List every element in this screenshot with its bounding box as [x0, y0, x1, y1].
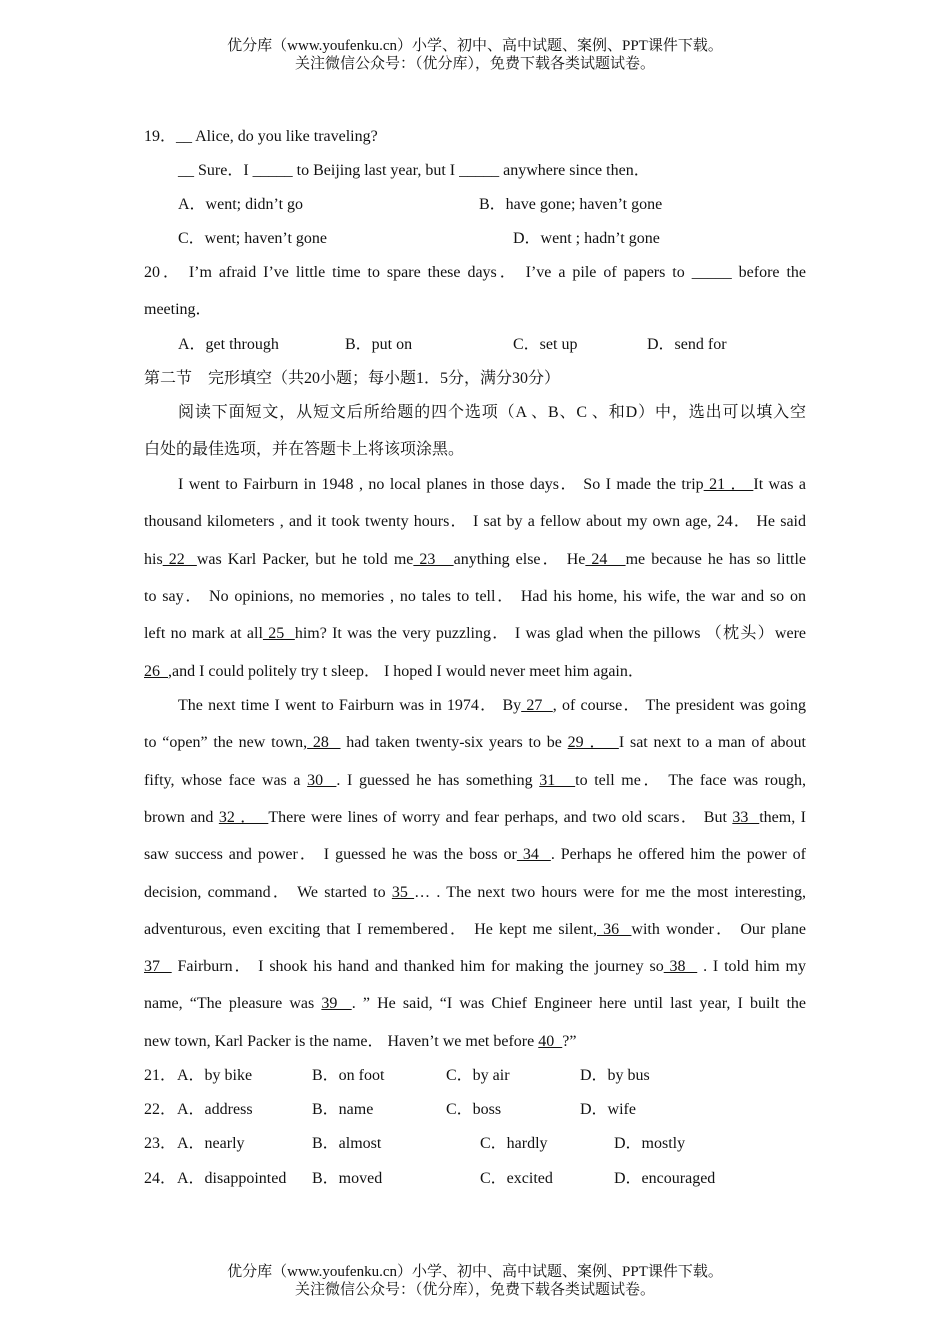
passage-text: . Perhaps he offered him the power of — [550, 846, 806, 864]
choice-number: 22． — [144, 1101, 177, 1119]
passage-text: Fairburn． I shook his hand and thanked him for making the journey so — [171, 958, 664, 976]
q20-option-a: A．get through — [178, 336, 279, 353]
blank: 29 ． — [567, 734, 619, 752]
choice-option-a: A．address — [177, 1101, 253, 1119]
q19-option-b: B．have gone; haven’t gone — [479, 196, 663, 213]
blank: 33 — [732, 808, 760, 826]
passage-text: his — [144, 550, 163, 568]
blank: 22 — [162, 550, 197, 568]
header-line-2: 关注微信公众号：（优分库），免费下载各类试题试卷。 — [294, 56, 655, 72]
passage-text: ?” — [562, 1032, 577, 1050]
blank: 34 — [516, 846, 551, 864]
passage-p1-line — [144, 587, 806, 607]
passage-text: left no mark at all — [144, 625, 263, 643]
q19-option-c: C．went; haven’t gone — [178, 230, 328, 247]
choice-number: 23． — [144, 1135, 177, 1153]
passage-text: . ” He said, “I was Chief Engineer here until last year, I built the — [351, 995, 806, 1013]
choice-number: 24． — [144, 1169, 177, 1187]
passage-text: thousand kilometers , and it took twenty hours． I sat by a fellow about my own age, 24． He said — [144, 513, 806, 531]
footer-line-2: 关注微信公众号：（优分库），免费下载各类试题试卷。 — [294, 1282, 655, 1298]
passage-text: The next time I went to Fairburn was in 1974． By — [178, 697, 522, 714]
passage-p2-line — [144, 883, 806, 903]
passage-p2-line — [144, 733, 806, 753]
page-header — [0, 37, 950, 73]
header-line-1: 优分库（www.youfenku.cn）小学、初中、高中试题、案例、PPT课件下载。 — [227, 38, 723, 54]
choice-option-b: B．almost — [312, 1135, 382, 1153]
passage-text: saw success and power． I guessed he was the boss or — [144, 846, 517, 864]
blank: 28 — [307, 734, 341, 752]
passage-text: was Karl Packer, but he told me — [196, 550, 414, 568]
blank: 21 ． — [703, 476, 754, 493]
passage-text: to tell me． The face was rough, — [575, 771, 806, 789]
passage-p1-line — [178, 475, 806, 495]
passage-text: had taken twenty-six years to be — [340, 734, 568, 752]
section-title: 第二节 完形填空（共20小题；每小题1．5分，满分30分） — [144, 370, 561, 387]
passage-text: fifty, whose face was a — [144, 771, 308, 789]
section-instruction-1: 阅读下面短文，从短文后所给题的四个选项（A 、B、C 、和D）中，选出可以填入空 — [178, 404, 806, 421]
choice-option-c: C．excited — [480, 1169, 553, 1187]
blank: 36 — [597, 920, 632, 938]
passage-text: I went to Fairburn in 1948 , no local planes in those days． So I made the trip — [178, 476, 704, 493]
passage-text: , of course． The president was going — [552, 697, 806, 714]
choice-option-b: B．name — [312, 1101, 374, 1119]
section-instruction-2: 白处的最佳选项，并在答题卡上将该项涂黑。 — [144, 441, 465, 458]
blank: 30 — [307, 771, 337, 789]
choice-option-d: D．by bus — [580, 1067, 650, 1084]
choice-option-d: D．encouraged — [614, 1169, 716, 1187]
passage-p1-line — [144, 624, 806, 644]
passage-p1-line — [144, 550, 806, 570]
passage-p2-line — [144, 808, 806, 828]
choice-option-c: C．boss — [446, 1101, 502, 1119]
passage-text: brown and — [144, 808, 219, 826]
passage-text: anything else． He — [453, 550, 586, 568]
passage-p2-line — [178, 696, 806, 716]
page-footer — [0, 1263, 950, 1299]
q20-option-b: B．put on — [345, 336, 413, 353]
blank: 25 — [262, 625, 295, 643]
passage-text: to say． No opinions, no memories , no tales to tell． Had his home, his wife, the war and so on — [144, 587, 806, 605]
blank: 26 — [144, 662, 168, 680]
q19-option-d: D．went ; hadn’t gone — [513, 230, 660, 247]
passage-p1-line — [144, 662, 644, 682]
q19-stem-2: __ Sure．I _____ to Beijing last year, but I _____ anywhere since then． — [178, 162, 650, 179]
choice-option-a: A．nearly — [177, 1135, 245, 1153]
q19-stem-1: 19．__ Alice, do you like traveling? — [144, 128, 378, 145]
passage-p2-line — [144, 845, 806, 865]
blank: 39 — [321, 995, 352, 1013]
blank: 40 — [538, 1032, 563, 1050]
passage-text: with wonder． Our plane — [631, 920, 806, 938]
passage-text: them, I — [759, 808, 806, 826]
blank: 23 — [413, 550, 454, 568]
passage-text: to “open” the new town, — [144, 734, 308, 752]
passage-text: him? It was the very puzzling． I was glad when the pillows （枕头）were — [294, 625, 806, 643]
choice-option-b: B．on foot — [312, 1067, 385, 1084]
blank: 32 ． — [218, 808, 269, 826]
passage-p2-line — [144, 771, 806, 791]
passage-p1-line — [144, 512, 806, 532]
passage-p2-line — [144, 1032, 576, 1052]
passage-text: me because he has so little — [625, 550, 806, 568]
q20-stem-2: meeting． — [144, 301, 212, 318]
passage-text: . I guessed he has something — [336, 771, 540, 789]
choice-option-a: A．by bike — [177, 1067, 253, 1084]
passage-text: name, “The pleasure was — [144, 995, 322, 1013]
passage-text: decision, command． We started to — [144, 883, 392, 901]
blank: 35 — [391, 883, 415, 901]
blank: 31 — [539, 771, 576, 789]
q20-option-c: C．set up — [513, 336, 578, 353]
passage-text: It was a — [753, 476, 806, 493]
passage-text: There were lines of worry and fear perhaps, and two old scars． But — [268, 808, 733, 826]
choice-option-b: B．moved — [312, 1169, 383, 1187]
q19-option-a: A．went; didn’t go — [178, 196, 304, 213]
passage-text: adventurous, even exciting that I remembered． He kept me silent, — [144, 920, 598, 938]
passage-text: new town, Karl Packer is the name． Haven’t we met before — [144, 1032, 539, 1050]
passage-p2-line — [144, 920, 806, 940]
q20-stem-1: 20． I’m afraid I’ve little time to spare these days． I’ve a pile of papers to _____ before the — [144, 264, 807, 281]
passage-p2-line — [144, 957, 806, 977]
blank: 38 — [663, 958, 698, 976]
passage-p2-line — [144, 994, 806, 1014]
choice-option-d: D．wife — [580, 1101, 636, 1119]
choice-option-c: C．hardly — [480, 1135, 548, 1153]
q20-option-d: D．send for — [647, 336, 727, 353]
footer-line-1: 优分库（www.youfenku.cn）小学、初中、高中试题、案例、PPT课件下载。 — [227, 1264, 723, 1280]
passage-text: . I told him my — [697, 958, 806, 976]
choice-option-c: C．by air — [446, 1067, 510, 1084]
choice-option-a: A．disappointed — [177, 1169, 287, 1187]
blank: 37 — [144, 958, 172, 976]
passage-text: ,and I could politely try t sleep． I hoped I would never meet him again． — [168, 662, 644, 680]
choice-option-d: D．mostly — [614, 1135, 686, 1153]
passage-text: … . The next two hours were for me the most interesting, — [414, 883, 806, 901]
blank: 24 — [585, 550, 626, 568]
passage-text: I sat next to a man of about — [618, 734, 806, 752]
choice-number: 21． — [144, 1067, 177, 1084]
blank: 27 — [521, 697, 553, 714]
